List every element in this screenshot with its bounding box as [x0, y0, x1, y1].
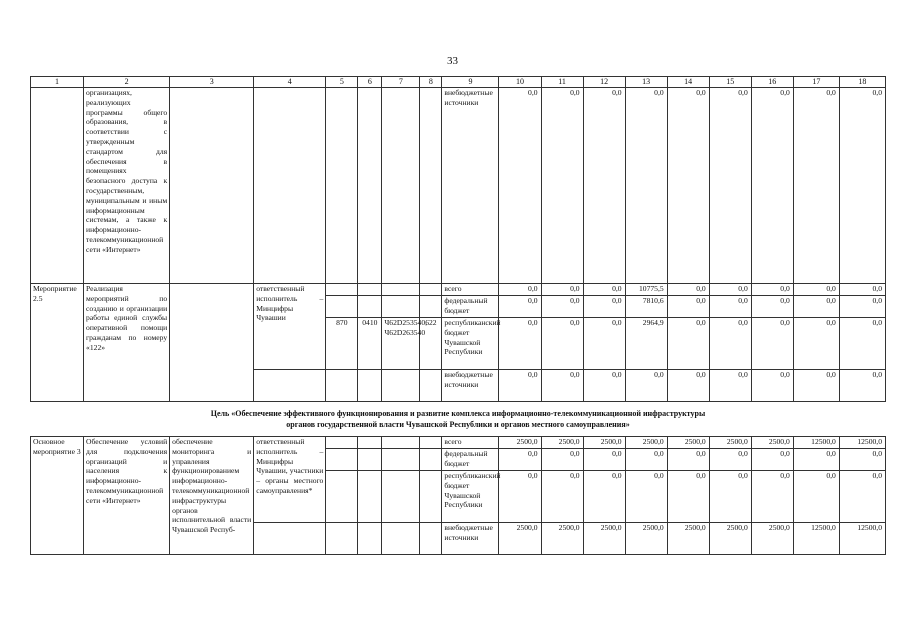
value-cell: 0,0 — [839, 471, 885, 523]
value-cell: 2500,0 — [583, 523, 625, 555]
value-cell: 0,0 — [583, 284, 625, 296]
header-cell: 15 — [709, 77, 751, 88]
executor-cell: ответственный исполнитель – Минцифры Чувашии — [254, 284, 326, 370]
csr-cell — [382, 449, 420, 471]
description-cell: организациях, реализующих программы общего образования, в соответствии с утвержденным стандартом для обеспечения в помещениях безопасного доступа к государственным, муниципальным и иным информационным системам, а также к информационно-телекоммуникационной сети «Интернет» — [84, 88, 170, 284]
value-cell: 0,0 — [751, 88, 793, 284]
value-cell: 12500,0 — [793, 523, 839, 555]
value-cell: 0,0 — [541, 284, 583, 296]
value-cell: 0,0 — [839, 284, 885, 296]
value-cell: 12500,0 — [793, 437, 839, 449]
rz-cell — [358, 370, 382, 402]
rz-cell — [358, 437, 382, 449]
header-cell: 10 — [499, 77, 541, 88]
header-cell: 11 — [541, 77, 583, 88]
value-cell: 0,0 — [583, 449, 625, 471]
value-cell: 0,0 — [751, 370, 793, 402]
value-cell: 0,0 — [667, 284, 709, 296]
header-cell: 7 — [382, 77, 420, 88]
vr-cell — [420, 88, 442, 284]
value-cell: 0,0 — [751, 284, 793, 296]
table-row — [31, 284, 886, 296]
value-cell: 0,0 — [709, 296, 751, 318]
value-cell: 2500,0 — [499, 437, 541, 449]
header-cell: 3 — [170, 77, 254, 88]
vr-cell: 622 — [420, 318, 442, 370]
rz-cell — [358, 88, 382, 284]
value-cell: 0,0 — [709, 88, 751, 284]
value-cell: 0,0 — [793, 284, 839, 296]
rz-cell — [358, 471, 382, 523]
value-cell: 0,0 — [583, 471, 625, 523]
value-cell: 0,0 — [793, 471, 839, 523]
header-cell: 9 — [442, 77, 499, 88]
value-cell: 0,0 — [499, 284, 541, 296]
goal-line-2: органов государственной власти Чувашской Республики и органов местного самоуправления» — [286, 420, 630, 429]
value-cell: 0,0 — [709, 284, 751, 296]
status-cell: Основное мероприятие 3 — [31, 437, 84, 555]
value-cell: 0,0 — [709, 449, 751, 471]
grbs-cell — [326, 370, 358, 402]
value-cell: 0,0 — [625, 88, 667, 284]
program-table — [30, 76, 886, 555]
value-cell: 0,0 — [541, 471, 583, 523]
grbs-cell — [326, 296, 358, 318]
value-cell: 0,0 — [499, 318, 541, 370]
value-cell: 0,0 — [839, 370, 885, 402]
source-cell: всего — [442, 437, 499, 449]
source-cell: федеральный бюджет — [442, 296, 499, 318]
header-cell: 14 — [667, 77, 709, 88]
source-cell: внебюджетные источники — [442, 523, 499, 555]
vr-cell — [420, 523, 442, 555]
value-cell: 2500,0 — [541, 523, 583, 555]
header-cell: 12 — [583, 77, 625, 88]
table-row — [31, 88, 886, 284]
goal-row — [31, 402, 886, 437]
grbs-cell — [326, 88, 358, 284]
csr-cell — [382, 296, 420, 318]
header-cell: 13 — [625, 77, 667, 88]
value-cell: 0,0 — [499, 296, 541, 318]
value-cell: 0,0 — [625, 449, 667, 471]
value-cell: 2500,0 — [625, 437, 667, 449]
value-cell: 0,0 — [709, 318, 751, 370]
value-cell: 0,0 — [839, 318, 885, 370]
csr-cell — [382, 88, 420, 284]
csr-cell — [382, 523, 420, 555]
value-cell: 0,0 — [499, 449, 541, 471]
header-cell: 5 — [326, 77, 358, 88]
value-cell: 0,0 — [541, 370, 583, 402]
value-cell: 0,0 — [839, 449, 885, 471]
value-cell: 0,0 — [499, 370, 541, 402]
source-cell: внебюджетные источники — [442, 370, 499, 402]
csr-cell — [382, 471, 420, 523]
header-cell: 18 — [839, 77, 885, 88]
value-cell: 0,0 — [625, 471, 667, 523]
header-row — [31, 77, 886, 88]
header-cell: 1 — [31, 77, 84, 88]
source-cell: республиканский бюджет Чувашской Республики — [442, 471, 499, 523]
value-cell: 0,0 — [541, 449, 583, 471]
rz-cell — [358, 296, 382, 318]
value-cell: 0,0 — [583, 370, 625, 402]
header-cell: 16 — [751, 77, 793, 88]
grbs-cell — [326, 523, 358, 555]
vr-cell — [420, 370, 442, 402]
value-cell: 0,0 — [793, 88, 839, 284]
vr-cell — [420, 437, 442, 449]
csr-cell: Ч62D253540, Ч62D263540 — [382, 318, 420, 370]
status-cell — [31, 88, 84, 284]
executor-cell — [254, 523, 326, 555]
value-cell: 7810,6 — [625, 296, 667, 318]
value-cell: 0,0 — [793, 296, 839, 318]
header-cell: 8 — [420, 77, 442, 88]
rz-cell — [358, 523, 382, 555]
value-cell: 2500,0 — [751, 437, 793, 449]
value-cell: 0,0 — [541, 88, 583, 284]
grbs-cell — [326, 471, 358, 523]
csr-cell — [382, 284, 420, 296]
value-cell: 2500,0 — [751, 523, 793, 555]
value-cell: 0,0 — [839, 296, 885, 318]
value-cell: 2964,9 — [625, 318, 667, 370]
vr-cell — [420, 284, 442, 296]
value-cell: 0,0 — [751, 471, 793, 523]
value-cell: 0,0 — [751, 318, 793, 370]
csr-cell — [382, 437, 420, 449]
value-cell: 0,0 — [709, 370, 751, 402]
rz-cell: 0410 — [358, 318, 382, 370]
source-cell: всего — [442, 284, 499, 296]
source-cell: внебюджетные источники — [442, 88, 499, 284]
value-cell: 2500,0 — [709, 437, 751, 449]
value-cell: 2500,0 — [667, 437, 709, 449]
header-cell: 4 — [254, 77, 326, 88]
header-cell: 17 — [793, 77, 839, 88]
value-cell: 12500,0 — [839, 523, 885, 555]
header-cell: 6 — [358, 77, 382, 88]
value-cell: 0,0 — [583, 88, 625, 284]
name-cell: Обеспечение условий для подключения организаций и населения к информационно-телекоммуникационной сети «Интернет» — [84, 437, 170, 555]
value-cell: 10775,5 — [625, 284, 667, 296]
value-cell: 0,0 — [667, 370, 709, 402]
value-cell: 2500,0 — [625, 523, 667, 555]
goal-cell: обеспечение мониторинга и управления функционированием информационно-телекоммуникационной инфраструктуры органов исполнительной власти Чувашской Респуб- — [170, 437, 254, 555]
value-cell: 0,0 — [839, 88, 885, 284]
value-cell: 0,0 — [793, 370, 839, 402]
value-cell: 2500,0 — [499, 523, 541, 555]
status-cell: Мероприятие 2.5 — [31, 284, 84, 402]
vr-cell — [420, 449, 442, 471]
executor-cell: ответственный исполнитель – Минцифры Чувашии, участники – органы местного самоуправления* — [254, 437, 326, 523]
csr-cell — [382, 370, 420, 402]
name-cell: Реализация мероприятий по созданию и организации работы единой службы оперативной помощи гражданам по номеру «122» — [84, 284, 170, 402]
value-cell: 0,0 — [499, 471, 541, 523]
rz-cell — [358, 449, 382, 471]
value-cell: 0,0 — [667, 449, 709, 471]
source-cell: федеральный бюджет — [442, 449, 499, 471]
grbs-cell: 870 — [326, 318, 358, 370]
grbs-cell — [326, 437, 358, 449]
value-cell: 0,0 — [541, 318, 583, 370]
table-row — [31, 437, 886, 449]
header-cell: 2 — [84, 77, 170, 88]
grbs-cell — [326, 449, 358, 471]
goal-line-1: Цель «Обеспечение эффективного функционирования и развитие комплекса информационно-телекоммуникационной инфраструктуры — [210, 409, 706, 418]
value-cell: 2500,0 — [667, 523, 709, 555]
vr-cell — [420, 471, 442, 523]
value-cell: 0,0 — [667, 296, 709, 318]
value-cell: 0,0 — [667, 471, 709, 523]
value-cell: 0,0 — [751, 296, 793, 318]
value-cell: 0,0 — [751, 449, 793, 471]
value-cell: 0,0 — [499, 88, 541, 284]
goal-heading — [31, 402, 886, 437]
value-cell: 0,0 — [583, 296, 625, 318]
value-cell: 2500,0 — [583, 437, 625, 449]
value-cell: 0,0 — [667, 88, 709, 284]
goal-cell — [170, 284, 254, 402]
value-cell: 0,0 — [583, 318, 625, 370]
vr-cell — [420, 296, 442, 318]
grbs-cell — [326, 284, 358, 296]
value-cell: 2500,0 — [541, 437, 583, 449]
value-cell: 0,0 — [541, 296, 583, 318]
value-cell: 0,0 — [625, 370, 667, 402]
value-cell: 0,0 — [709, 471, 751, 523]
source-cell: республиканский бюджет Чувашской Республики — [442, 318, 499, 370]
value-cell: 0,0 — [793, 449, 839, 471]
rz-cell — [358, 284, 382, 296]
value-cell: 12500,0 — [839, 437, 885, 449]
executor-cell — [254, 370, 326, 402]
value-cell: 2500,0 — [709, 523, 751, 555]
page-number: 33 — [447, 55, 458, 67]
value-cell: 0,0 — [667, 318, 709, 370]
value-cell: 0,0 — [793, 318, 839, 370]
executor-cell — [254, 88, 326, 284]
goal-cell — [170, 88, 254, 284]
